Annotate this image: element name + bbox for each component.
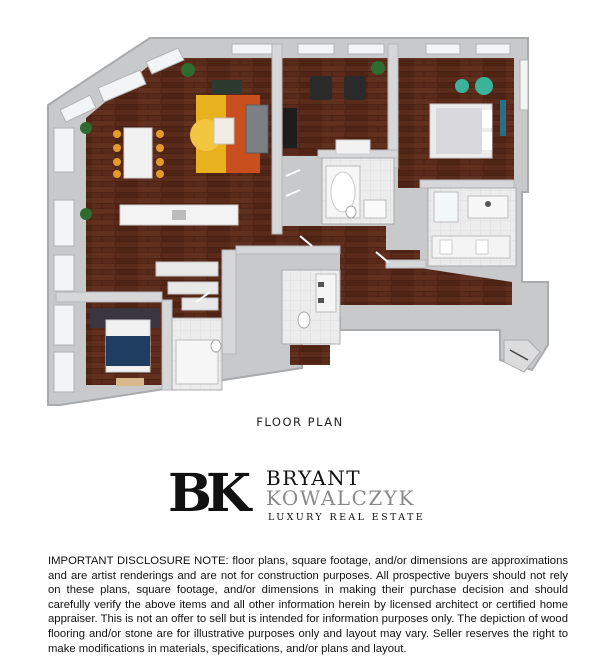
bathroom-center xyxy=(322,158,394,224)
bathroom-master xyxy=(428,188,516,266)
logo-tagline: LUXURY REAL ESTATE xyxy=(268,512,426,523)
kitchen-island xyxy=(120,205,238,225)
bathroom-hall xyxy=(282,270,340,344)
disclosure-note: IMPORTANT DISCLOSURE NOTE: floor plans, square footage, and/or dimensions are approximations and are artist renderings and are not for construction purposes. All prospective buyers should not rely on these plans, square footage, and/or dimensions in making their purchase decision and should carefully verify the above items and all other information herein by licensed architect or certified home appraiser. This is not an offer to sell but is intended for information purposes only. The depiction of wood flooring and/or stone are for illustrative purposes only and layout may vary. Seller reserves the right to make modifications in materials, specifications, and/or plans and layout. xyxy=(48,555,568,655)
brokerage-logo xyxy=(168,462,448,526)
bathroom-guest xyxy=(172,318,222,390)
logo-name-line2: KOWALCZYK xyxy=(266,486,415,510)
logo-monogram: BK xyxy=(168,463,246,524)
floor-plan-caption: FLOOR PLAN xyxy=(256,415,344,429)
logo-name-line1: BRYANT xyxy=(266,466,362,490)
